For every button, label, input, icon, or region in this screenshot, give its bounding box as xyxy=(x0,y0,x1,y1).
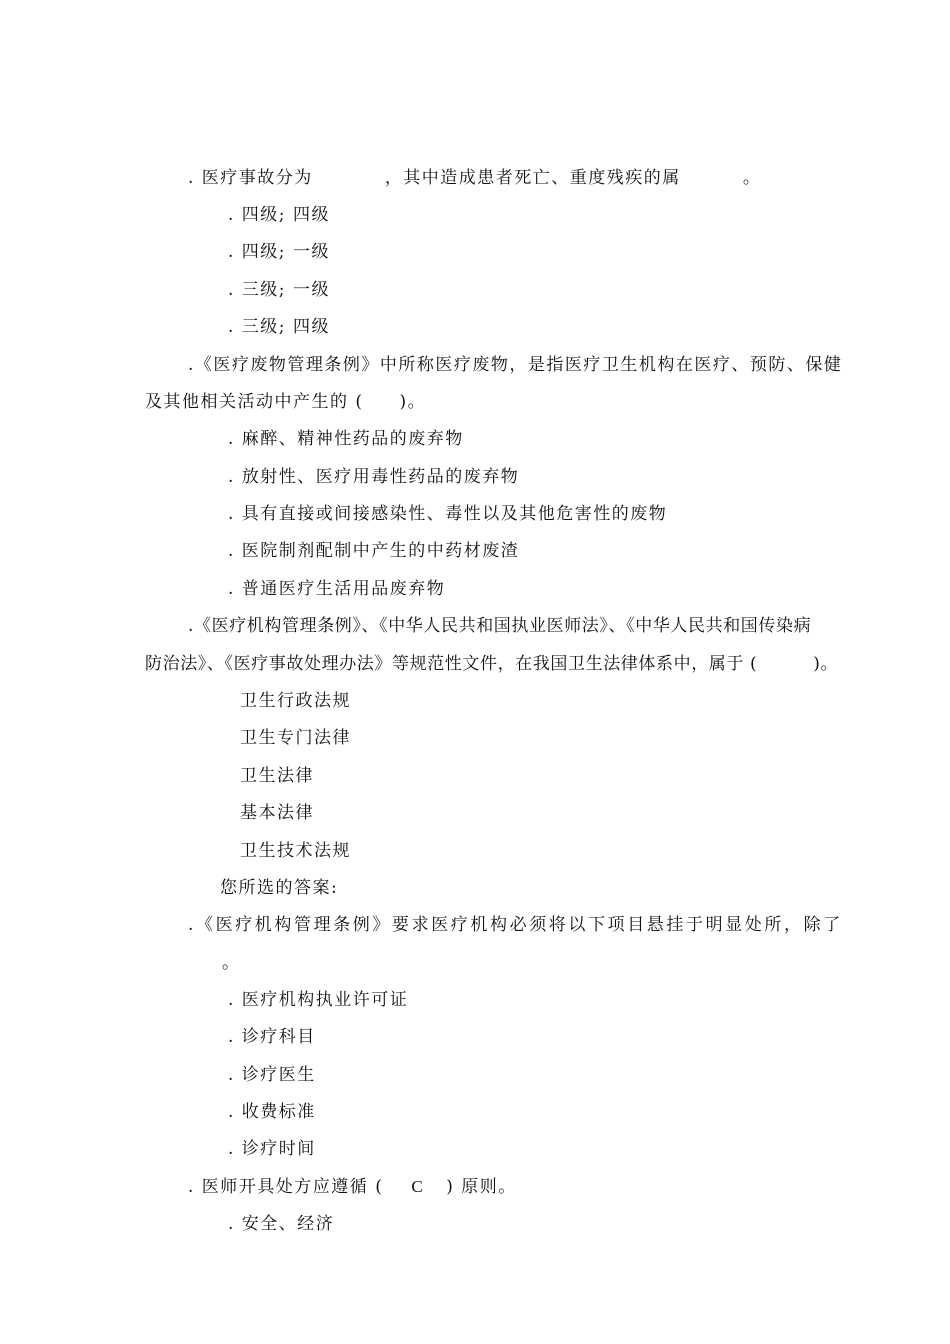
question-2-option-d: . 医院制剂配制中产生的中药材废渣 xyxy=(228,541,520,561)
question-1-option-a: . 四级; 四级 xyxy=(228,205,330,225)
question-3-option-a: 卫生行政法规 xyxy=(240,691,351,711)
question-4-option-a: . 医疗机构执业许可证 xyxy=(228,990,409,1010)
question-4-stem-line-2: 。 xyxy=(222,953,241,973)
question-4-option-e: . 诊疗时间 xyxy=(228,1139,316,1159)
question-4-option-b: . 诊疗科目 xyxy=(228,1027,316,1047)
question-5-stem-end: ) 原则。 xyxy=(446,1177,517,1197)
question-5-stem xyxy=(188,1176,517,1198)
question-1-option-d: . 三级; 四级 xyxy=(228,317,330,337)
question-2-stem-line-2-start: 及其他相关活动中产生的 ( xyxy=(145,392,364,412)
question-3-stem-line-2 xyxy=(145,653,838,675)
question-1-stem-mid: ，其中造成患者死亡、重度残疾的属 xyxy=(384,168,681,188)
question-1-stem xyxy=(188,167,761,189)
question-2-stem-line-2-end: )。 xyxy=(399,392,427,412)
question-2-option-c: . 具有直接或间接感染性、毒性以及其他危害性的废物 xyxy=(228,504,668,524)
question-3-stem-line-1: .《医疗机构管理条例》、《中华人民共和国执业医师法》、《中华人民共和国传染病 xyxy=(188,616,812,636)
question-2-option-e: . 普通医疗生活用品废弃物 xyxy=(228,579,446,599)
question-1-option-b: . 四级; 一级 xyxy=(228,242,330,262)
question-5-stem-start: . 医师开具处方应遵循 ( xyxy=(188,1177,384,1197)
question-1-stem-start: . 医疗事故分为 xyxy=(188,168,313,188)
question-2-stem-line-2 xyxy=(145,391,426,413)
question-3-option-c: 卫生法律 xyxy=(240,766,314,786)
selected-answer-label: 您所选的答案: xyxy=(220,878,339,898)
question-2-stem-line-1: .《医疗废物管理条例》中所称医疗废物，是指医疗卫生机构在医疗、预防、保健 xyxy=(188,355,843,375)
question-3-option-d: 基本法律 xyxy=(240,803,314,823)
question-4-stem-line-1: .《医疗机构管理条例》要求医疗机构必须将以下项目悬挂于明显处所，除了 xyxy=(188,915,843,935)
question-3-option-e: 卫生技术法规 xyxy=(240,841,351,861)
question-5-answer: C xyxy=(411,1177,425,1196)
question-3-stem-line-2-end: )。 xyxy=(813,654,839,674)
question-3-option-b: 卫生专门法律 xyxy=(240,728,351,748)
question-4-option-d: . 收费标准 xyxy=(228,1102,316,1122)
question-4-option-c: . 诊疗医生 xyxy=(228,1065,316,1085)
question-5-option-a: . 安全、经济 xyxy=(228,1214,335,1234)
question-3-stem-line-2-start: 防治法》、《医疗事故处理办法》等规范性文件，在我国卫生法律体系中，属于 ( xyxy=(145,654,758,674)
question-2-option-a: . 麻醉、精神性药品的废弃物 xyxy=(228,429,464,449)
question-2-option-b: . 放射性、医疗用毒性药品的废弃物 xyxy=(228,467,520,487)
question-1-stem-end: 。 xyxy=(742,168,762,188)
question-1-option-c: . 三级; 一级 xyxy=(228,280,330,300)
